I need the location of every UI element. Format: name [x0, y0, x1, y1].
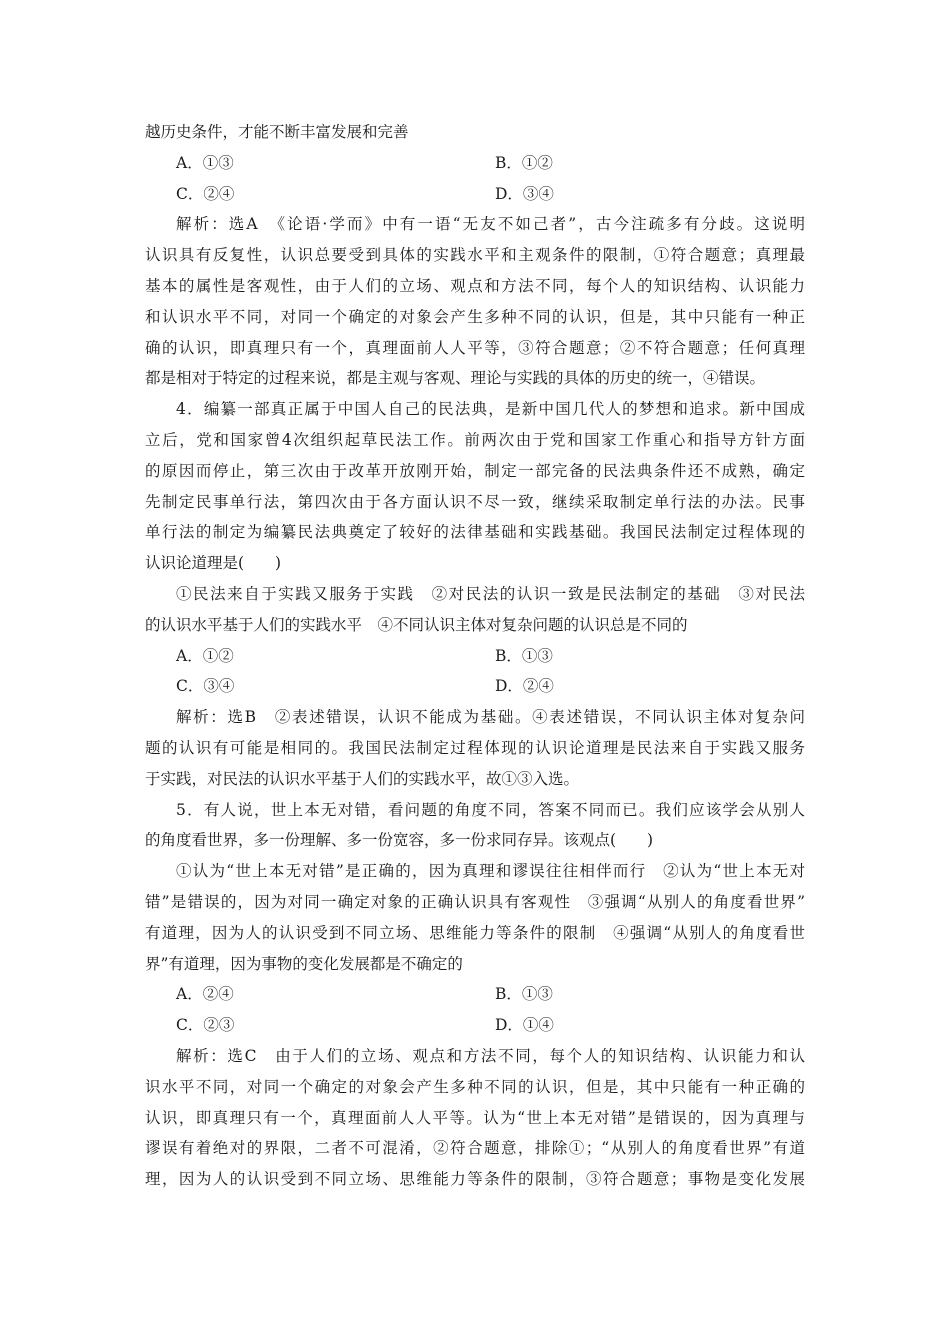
- analysis-line: 和认识水平不同，对同一个确定的对象会产生多种不同的认识，但是，其中只能有一种正: [145, 307, 805, 326]
- answer-options-row: [145, 641, 805, 672]
- option-c: C．②③: [176, 1016, 235, 1035]
- analysis-line: 识水平不同，对同一个确定的对象会产生多种不同的认识，但是，其中只能有一种正确的: [145, 1077, 805, 1096]
- document-page: [145, 117, 805, 1195]
- question-line: 的原因而停止，第三次由于改革开放刚开始，制定一部完备的民法典条件还不成熟，确定: [145, 461, 805, 480]
- statement-line: 有道理，因为人的认识受到不同立场、思维能力等条件的限制 ④强调“从别人的角度看世: [145, 923, 805, 942]
- analysis-line: 理，因为人的认识受到不同立场、思维能力等条件的限制，③符合题意；事物是变化发展: [145, 1170, 805, 1189]
- answer-options-row: [145, 979, 805, 1010]
- question-line: 先制定民事单行法，第四次由于各方面认识不尽一致，继续采取制定单行法的办法。民事: [145, 492, 805, 511]
- analysis-line: 解析：选A 《论语·学而》中有一语“无友不如己者”，古今注疏多有分歧。这说明: [176, 215, 805, 234]
- option-b: B．①②: [495, 153, 553, 172]
- option-a: A．①②: [176, 646, 234, 665]
- analysis-line: 解析：选B ②表述错误，认识不能成为基础。④表述错误，不同认识主体对复杂问: [176, 708, 805, 727]
- analysis-line: 于实践，对民法的认识水平基于人们的实践水平，故①③入选。: [145, 769, 580, 788]
- analysis-line: 认识，即真理只有一个，真理面前人人平等。认为“世上本无对错”是错误的，因为真理与: [145, 1108, 805, 1127]
- answer-options-row: [145, 179, 805, 210]
- answer-options-row: [145, 148, 805, 179]
- analysis-line: 基本的属性是客观性，由于人们的立场、观点和方法不同，每个人的知识结构、认识能力: [145, 276, 805, 295]
- statement-line: 界”有道理，因为事物的变化发展都是不确定的: [145, 954, 463, 973]
- option-c: C．②④: [176, 184, 235, 203]
- analysis-line: 谬误有着绝对的界限，二者不可混淆，②符合题意，排除①；“从别人的角度看世界”有道: [145, 1139, 805, 1158]
- option-c: C．③④: [176, 677, 235, 696]
- statement-line: 错”是错误的，因为对同一确定对象的正确认识具有客观性 ③强调“从别人的角度看世界”: [145, 892, 805, 911]
- answer-options-row: [145, 1010, 805, 1041]
- question-line: 认识论道理是( ): [145, 554, 282, 573]
- question-line: 的角度看世界，多一份理解、多一份宽容，多一份求同存异。该观点( ): [145, 831, 654, 850]
- option-a: A．①③: [176, 153, 234, 172]
- option-d: D．③④: [495, 184, 554, 203]
- option-d: D．②④: [495, 677, 554, 696]
- question-line: 立后，党和国家曾4次组织起草民法工作。前两次由于党和国家工作重心和指导方针方面: [145, 430, 805, 449]
- analysis-line: 认识具有反复性，认识总要受到具体的实践水平和主观条件的限制，①符合题意；真理最: [145, 246, 805, 265]
- analysis-line: 题的认识有可能是相同的。我国民法制定过程体现的认识论道理是民法来自于实践又服务: [145, 738, 805, 757]
- analysis-line: 都是相对于特定的过程来说，都是主观与客观、理论与实践的具体的历史的统一，④错误。: [145, 369, 766, 388]
- text-line: 越历史条件，才能不断丰富发展和完善: [145, 123, 409, 141]
- statement-line: 的认识水平基于人们的实践水平 ④不同认识主体对复杂问题的认识总是不同的: [145, 615, 688, 634]
- answer-options-row: [145, 671, 805, 702]
- analysis-line: 解析：选C 由于人们的立场、观点和方法不同，每个人的知识结构、认识能力和认: [176, 1046, 805, 1065]
- question-line: 4．编纂一部真正属于中国人自己的民法典，是新中国几代人的梦想和追求。新中国成: [176, 400, 805, 419]
- option-b: B．①③: [495, 646, 553, 665]
- question-line: 5．有人说，世上本无对错，看问题的角度不同，答案不同而已。我们应该学会从别人: [176, 800, 805, 819]
- analysis-line: 确的认识，即真理只有一个，真理面前人人平等，③符合题意；②不符合题意；任何真理: [145, 338, 805, 357]
- option-d: D．①④: [495, 1016, 554, 1035]
- question-line: 单行法的制定为编纂民法典奠定了较好的法律基础和实践基础。我国民法制定过程体现的: [145, 523, 805, 542]
- statement-line: ①民法来自于实践又服务于实践 ②对民法的认识一致是民法制定的基础 ③对民法: [176, 584, 805, 603]
- option-a: A．②④: [176, 985, 234, 1004]
- option-b: B．①③: [495, 985, 553, 1004]
- statement-line: ①认为“世上本无对错”是正确的，因为真理和谬误往往相伴而行 ②认为“世上本无对: [176, 862, 805, 881]
